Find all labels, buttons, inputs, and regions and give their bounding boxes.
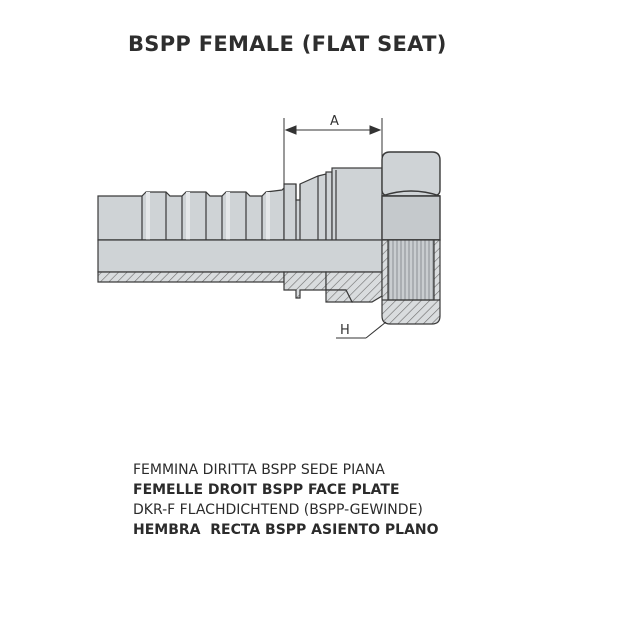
collar [284, 168, 382, 240]
description-block [133, 460, 439, 540]
dimension-h-label: H [340, 323, 350, 338]
description-it: FEMMINA DIRITTA BSPP SEDE PIANA [133, 462, 385, 478]
description-fr: FEMELLE DROIT BSPP FACE PLATE [133, 482, 400, 498]
page-title: BSPP FEMALE (FLAT SEAT) [128, 32, 447, 56]
hose-tail [98, 188, 284, 240]
hex-nut [382, 152, 440, 240]
description-de: DKR-F FLACHDICHTEND (BSPP-GEWINDE) [133, 502, 423, 518]
section-view [98, 240, 440, 324]
description-es: HEMBRA RECTA BSPP ASIENTO PLANO [133, 522, 439, 538]
dimension-a-label: A [330, 114, 339, 129]
